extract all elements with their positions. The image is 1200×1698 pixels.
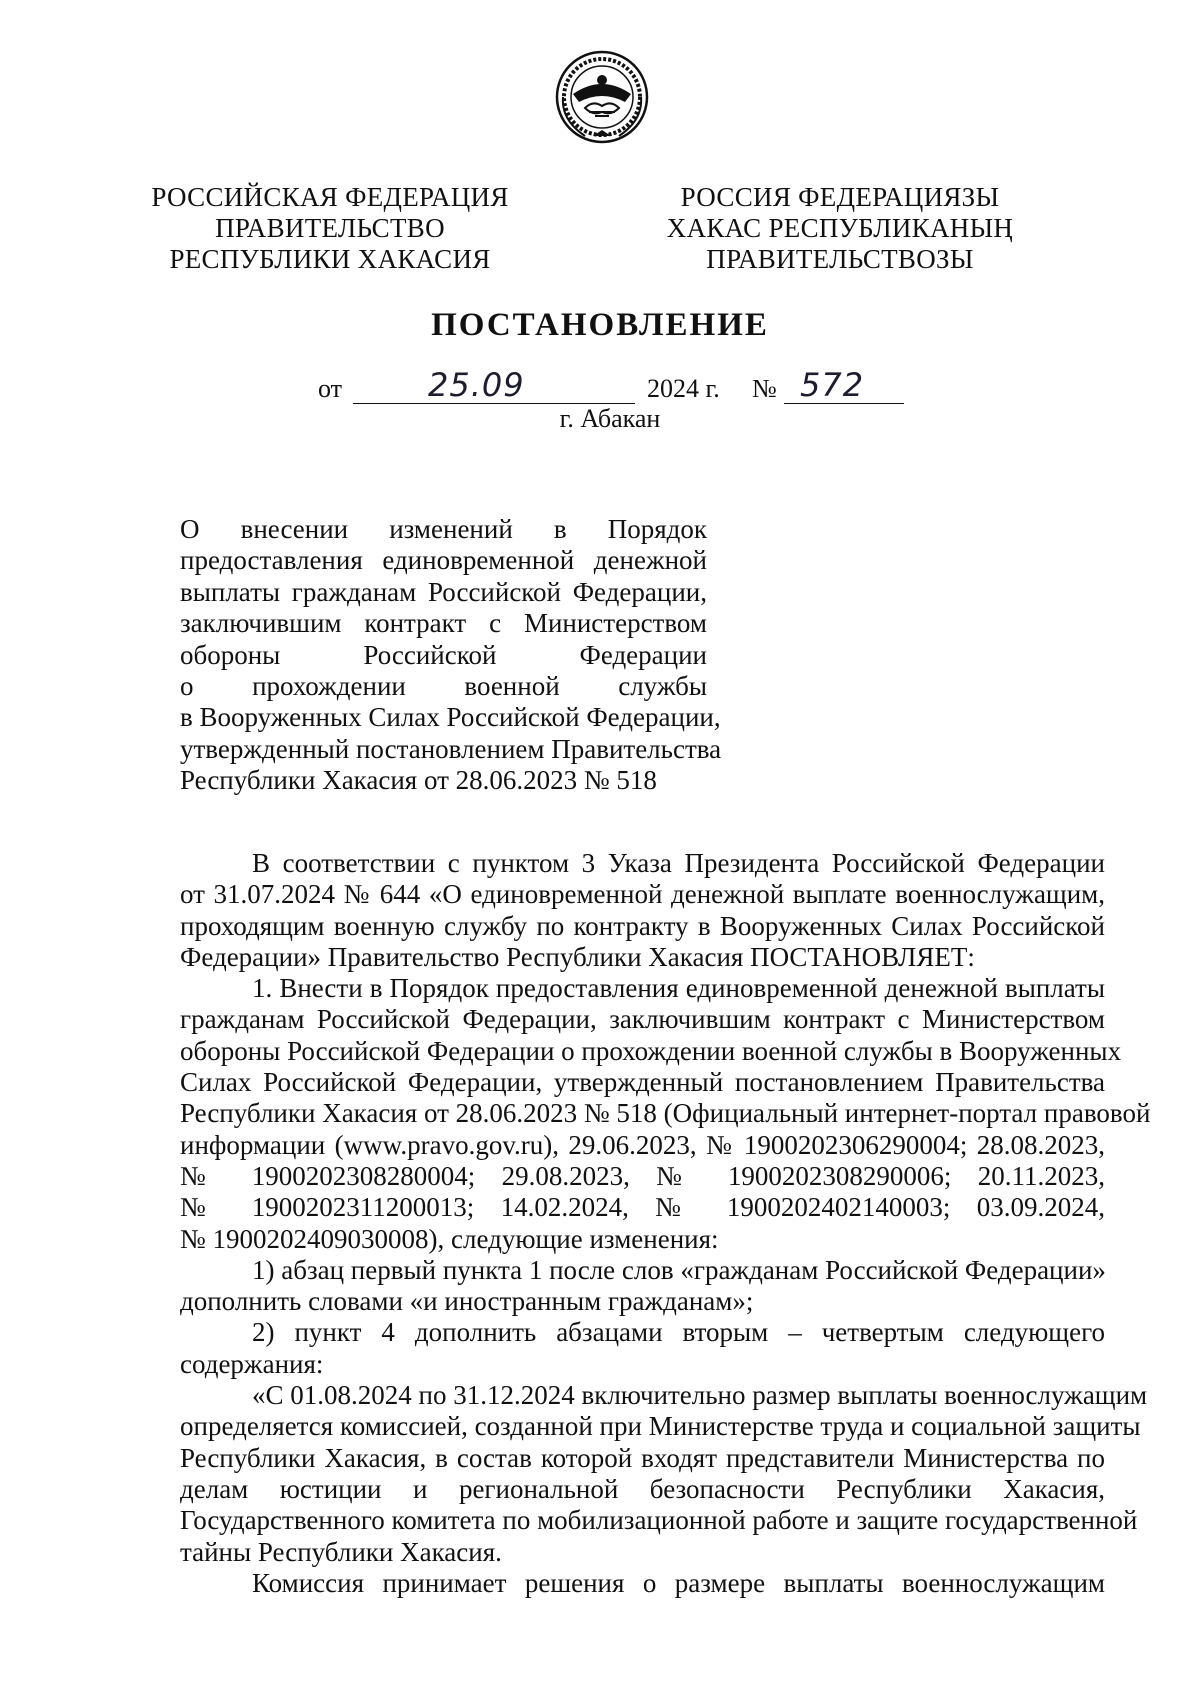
body-line: Комиссия принимает решения о размере выплаты военнослужащим xyxy=(252,1567,1105,1598)
body-line: содержания: xyxy=(180,1348,324,1379)
body-line: Республики Хакасия от 28.06.2023 № 518 (Официальный интернет-портал правовой xyxy=(180,1098,1151,1129)
body-line: обороны Российской Федерации о прохождении военной службы в Вооруженных xyxy=(180,1035,1122,1066)
body-line: Государственного комитета по мобилизационной работе и защите государственной xyxy=(180,1505,1138,1536)
body-line: 1) абзац первый пункта 1 после слов «гражданам Российской Федерации» xyxy=(252,1254,1106,1285)
body-line: от 31.07.2024 № 644 «О единовременной денежной выплате военнослужащим, xyxy=(180,879,1105,910)
body-line: Федерации» Правительство Республики Хакасия ПОСТАНОВЛЯЕТ: xyxy=(180,941,975,972)
subject-line: обороны Российской Федерации xyxy=(180,639,707,670)
body-line: № 1900202311200013; 14.02.2024, № 1900202402140003; 03.09.2024, xyxy=(180,1192,1105,1223)
date-from-label: от xyxy=(318,374,343,403)
header-left-line: РЕСПУБЛИКИ ХАКАСИЯ xyxy=(169,244,491,274)
body-line: гражданам Российской Федерации, заключившим контракт с Министерством xyxy=(180,1004,1105,1035)
body-line: определяется комиссией, созданной при Министерстве труда и социальной защиты xyxy=(180,1411,1141,1442)
subject-line: в Вооруженных Силах Российской Федерации, xyxy=(180,702,721,733)
body-line: дополнить словами «и иностранным гражданам»; xyxy=(180,1286,754,1317)
date-year: 2024 г. xyxy=(647,374,720,403)
body-line: информации (www.pravo.gov.ru), 29.06.2023, № 1900202306290004; 28.08.2023, xyxy=(180,1129,1105,1160)
document-body xyxy=(180,848,1151,1599)
number-label: № xyxy=(752,374,777,403)
body-line: Республики Хакасия, в состав которой входят представители Министерства по xyxy=(180,1442,1105,1473)
header-khakas xyxy=(630,182,1050,275)
body-line: № 1900202409030008), следующие изменения: xyxy=(180,1223,719,1254)
body-line: 1. Внести в Порядок предоставления единовременной денежной выплаты xyxy=(252,973,1105,1004)
handwritten-number: 572 xyxy=(800,366,865,404)
body-line: «С 01.08.2024 по 31.12.2024 включительно размер выплаты военнослужащим xyxy=(252,1380,1148,1411)
body-line: Силах Российской Федерации, утвержденный постановлением Правительства xyxy=(180,1067,1105,1098)
handwritten-date: 25.09 xyxy=(428,366,525,404)
document-type-title: ПОСТАНОВЛЕНИЕ xyxy=(431,307,769,343)
header-right-line: ПРАВИТЕЛЬСТВОЗЫ xyxy=(706,244,974,274)
body-line: № 1900202308280004; 29.08.2023, № 1900202308290006; 20.11.2023, xyxy=(180,1160,1105,1191)
header-russian xyxy=(120,182,540,275)
header-left-line: ПРАВИТЕЛЬСТВО xyxy=(215,213,445,243)
khakassia-coat-of-arms-icon xyxy=(555,50,649,144)
body-line: В соответствии с пунктом 3 Указа Президента Российской Федерации xyxy=(252,848,1105,878)
city: г. Абакан xyxy=(559,404,661,433)
body-line: 2) пункт 4 дополнить абзацами вторым – четвертым следующего xyxy=(252,1317,1105,1348)
body-line: проходящим военную службу по контракту в Вооруженных Силах Российской xyxy=(180,910,1105,941)
header-right-line: РОССИЯ ФЕДЕРАЦИЯЗЫ xyxy=(680,182,1000,212)
body-line: тайны Республики Хакасия. xyxy=(180,1536,502,1567)
header-left-line: РОССИЙСКАЯ ФЕДЕРАЦИЯ xyxy=(151,182,509,212)
body-line: делам юстиции и региональной безопасности Республики Хакасия, xyxy=(180,1473,1105,1504)
subject-line: утвержденный постановлением Правительства xyxy=(180,733,722,764)
subject-line: выплаты гражданам Российской Федерации, xyxy=(180,576,707,607)
subject-line: О внесении изменений в Порядок xyxy=(180,514,707,544)
header-right-line: ХАКАС РЕСПУБЛИКАНЫҢ xyxy=(666,213,1014,243)
subject-line: Республики Хакасия от 28.06.2023 № 518 xyxy=(180,765,657,796)
subject-line: о прохождении военной службы xyxy=(180,671,707,702)
subject-line: предоставления единовременной денежной xyxy=(180,545,707,576)
document-subject xyxy=(180,514,722,797)
subject-line: заключившим контракт с Министерством xyxy=(180,608,707,639)
